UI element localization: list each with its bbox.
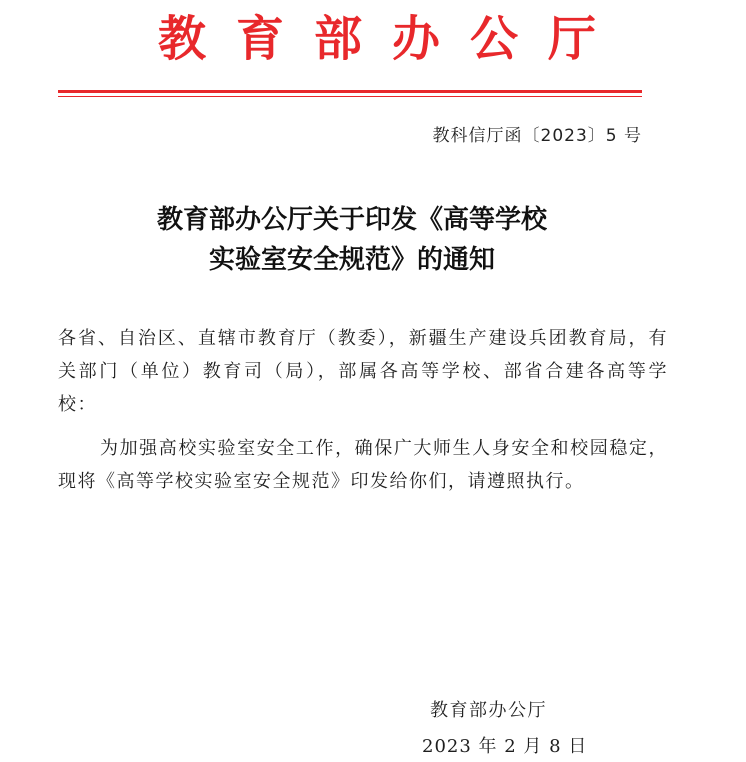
body-paragraph: 为加强高校实验室安全工作，确保广大师生人身安全和校园稳定，现将《高等学校实验室安全规范》印发给你们，请遵照执行。 (58, 438, 668, 492)
notice-title (60, 200, 644, 280)
header-red-rule-thin (58, 96, 642, 97)
notice-title-line-1: 教育部办公厅关于印发《高等学校 (156, 205, 547, 235)
header-red-rule-thick (58, 90, 642, 93)
doc-number-suffix: 号 (617, 126, 642, 146)
notice-title-line-2: 实验室安全规范》的通知 (208, 245, 495, 275)
addressee-paragraph: 各省、自治区、直辖市教育厅（教委），新疆生产建设兵团教育局，有关部门（单位）教育司（局），部属各高等学校、部省合建各高等学校： (58, 328, 668, 415)
document-number (433, 124, 643, 148)
doc-number-value: 5 (605, 126, 618, 146)
signature-date: 2023 年 2 月 8 日 (422, 736, 588, 757)
signature-issuer: 教育部办公厅 (430, 700, 547, 721)
doc-number-year: 2023 (540, 126, 588, 146)
doc-number-bracket-close: 〕 (587, 126, 606, 146)
doc-number-prefix: 教科信厅函〔 (432, 126, 541, 146)
issuer-header-title: 教育部办公厅 (157, 11, 626, 67)
